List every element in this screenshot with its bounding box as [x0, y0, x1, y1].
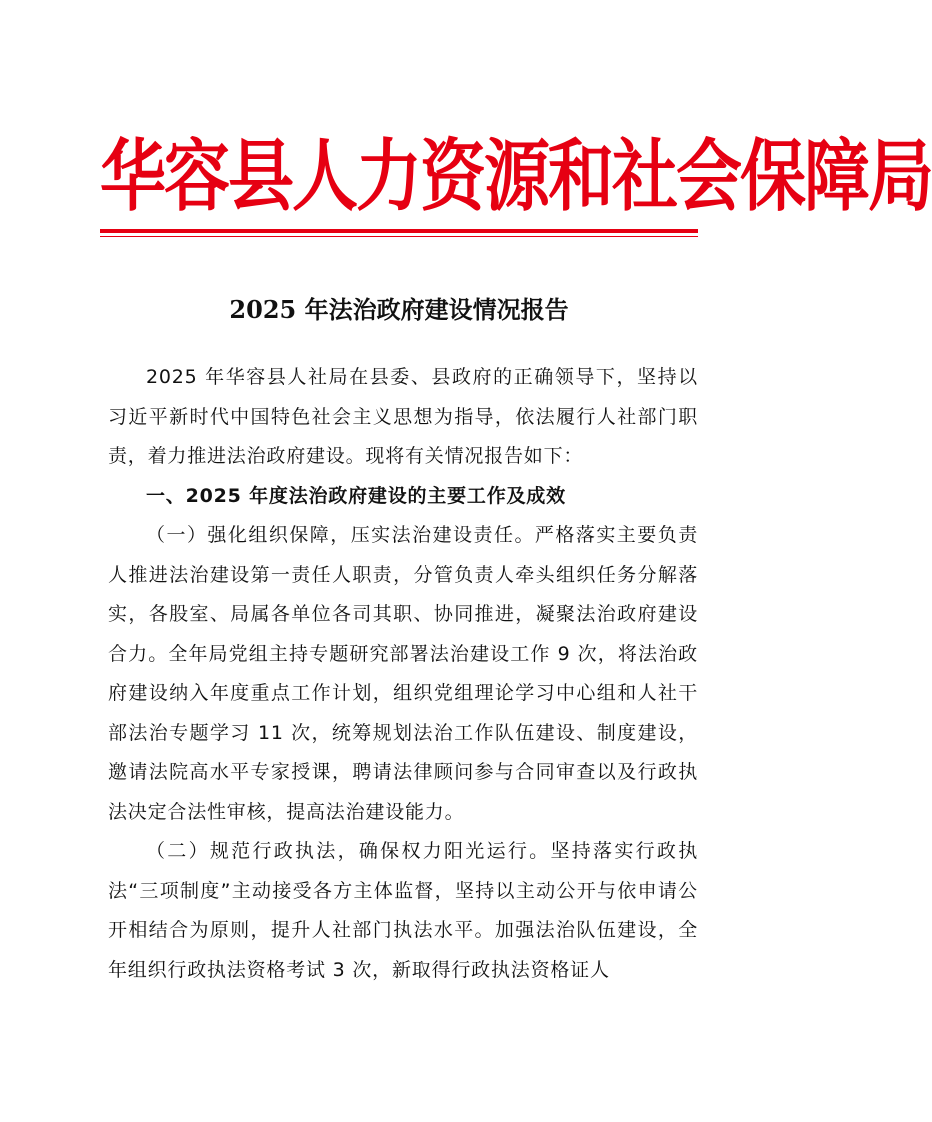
item-paragraph-2	[108, 832, 698, 990]
report-title: 2025 年法治政府建设情况报告	[229, 295, 569, 324]
section-heading: 一、2025 年度法治政府建设的主要工作及成效	[146, 484, 566, 507]
item-title-1: （一）强化组织保障，压实法治建设责任。	[146, 524, 535, 546]
item-paragraph-1	[108, 516, 698, 832]
masthead-rule-thick	[100, 229, 698, 233]
item-title-2: （二）规范行政执法，确保权力阳光运行。	[146, 840, 551, 862]
item-body-1: 严格落实主要负责人推进法治建设第一责任人职责，分管负责人牵头组织任务分解落实，各股室、局属各单位各司其职、协同推进，凝聚法治政府建设合力。全年局党组主持专题研究部署法治建设工作 9 次，将法治政府建设纳入年度重点工作计划，组织党组理论学习中心组和人社干部法治专题学习 11 次，统筹规划法治工作队伍建设、制度建设，邀请法院高水平专家授课，聘请法律顾问参与合同审查以及行政执法决定合法性审核，提高法治建设能力。	[108, 524, 699, 823]
report-body	[108, 358, 698, 990]
item-body-2: 坚持落实行政执法“三项制度”主动接受各方主体监督，坚持以主动公开与依申请公开相结合为原则，提升人社部门执法水平。加强法治队伍建设，全年组织行政执法资格考试 3 次，新取得行政执法资格证人	[108, 840, 698, 981]
masthead-rule-thin	[100, 236, 698, 237]
org-masthead: 华容县人力资源和社会保障局	[100, 129, 932, 223]
intro-paragraph: 2025 年华容县人社局在县委、县政府的正确领导下，坚持以习近平新时代中国特色社会主义思想为指导，依法履行人社部门职责，着力推进法治政府建设。现将有关情况报告如下：	[108, 366, 698, 467]
